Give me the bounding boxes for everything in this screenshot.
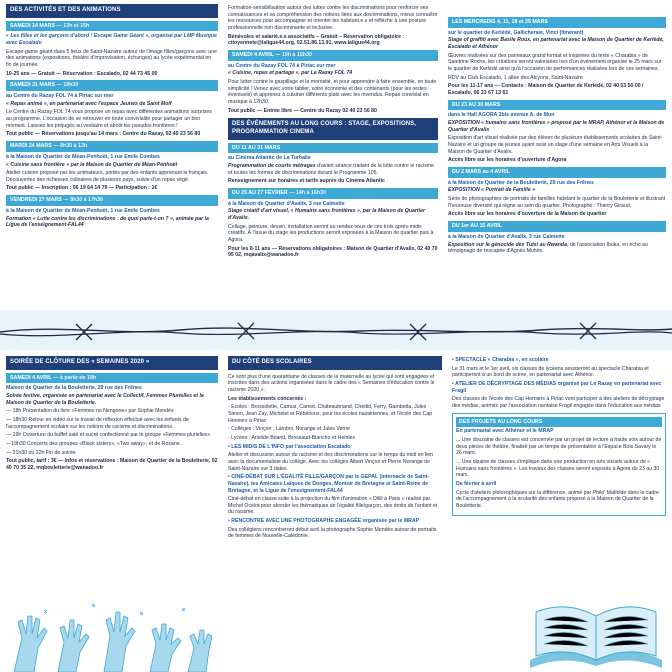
- event-text: Exposition sur le génocide des Tutsi au Rwanda, de l'association Ibuka, en écho au témoignage de rescapée d'Agnès Muhire.: [448, 241, 648, 255]
- date-bar: DU 11 AU 31 MARS: [228, 143, 438, 154]
- section-header-long-events: DES ÉVÉNEMENTS AU LONG COURS : STAGE, EXPOSITIONS, PROGRAMMATION CINEMA: [228, 118, 438, 139]
- event-title: Stage créatif d'art visuel, « Humains sans frontières », par la Maison de Quartier d'Avalix.: [228, 208, 425, 222]
- event-text: Escape-game géant dans 5 lieux de Saint-Nazaire autour de l'image filles/garçons avec une des animations (expositions, théâtre d'improvisation, échanges) au lycée expérimental en fin de journée.: [6, 48, 217, 69]
- event-info: Renseignement sur horaires et tarifs auprès du Cinéma Atlantic: [228, 178, 385, 185]
- event-text: Pour lutter contre le gaspillage et la morosité, et pour apprendre à faire ensemble, en toute simplicité ! Venez avec votre tablier, votre économie et des contenants (pour les restes éventuels) et apprenez à cuisiner différents plats avec les invendus. Repas convivial en musique à 12h30.: [228, 79, 437, 105]
- event-info: 10-25 ans — Gratuit — Réservation : Escalado, 02 44 73 45 00: [6, 70, 158, 77]
- event-info: Accès libre sur les horaires d'ouverture de la Maison de quartier: [448, 211, 607, 218]
- event-text: Série de photographies de portraits de familles habitant le quartier de la Bouletterie et illustrant l'heureuse diversité qui règne au sein du quartier. Photographe : Thierry Giraud.: [448, 196, 666, 209]
- event-text: Collage, peinture, dessin, installation seront au rendez-vous de ces trois après-midis créatifs. À l'issue du stage les productions seront exposées à la Maison de quartier puis à Agora.: [228, 223, 434, 244]
- event-info: Tout public — Entrée libre — Centre du Razay 02 40 23 56 80: [228, 107, 377, 114]
- event-place: à la Maison de Quartier de Méan-Penhoët, 1 rue Emile Combes: [6, 153, 160, 160]
- section-header-schools: DU CÔTÉ DES SCOLAIRES: [228, 356, 442, 370]
- barbed-wire-icon: [0, 310, 672, 350]
- action-text: Ciné-débat en classe suite à la projection du film d'animation « Dilili à Paris » réalisé par Michel Ocelot pour aborder les thématiques de l'égalité fille/garçon, des droits de l'enfant et du racisme.: [228, 496, 438, 516]
- date-bar: SAMEDI 14 MARS — 13h et 15h: [6, 21, 218, 32]
- column-events: [228, 4, 438, 261]
- event-place: à la Maison de Quartier d'Avalix, 3 rue Calmette: [448, 233, 565, 240]
- date-bar: LES MERCREDIS 4, 11, 18 et 25 MARS: [448, 17, 666, 28]
- event-title: « Cuisine, repas et partage », par Le Razay FOL 74: [228, 70, 353, 77]
- program-line: — 21h30 ou 22h Fin de soirée: [6, 449, 76, 456]
- schools-list: - Collèges : Vinçon , Lamboi, Norange et Jules Verne: [228, 426, 350, 433]
- program-line: — 18h30 Retour en vidéo sur le travail de réflexion effectué avec les enfants de l'accompagnement scolaire sur les notions de racisme et discriminations.: [6, 417, 189, 430]
- event-info: Tout public — Réservations jusqu'au 14 mars : Centre du Razay, 02 40 23 56 80: [6, 131, 201, 138]
- column-schools: [228, 356, 442, 542]
- action-title: • LES MIDIS DE L'INFO par l'association Escalado: [228, 443, 351, 450]
- date-bar: DU 23 AU 30 MARS: [448, 100, 666, 111]
- event-info: Pour les 11-17 ans — Contacts : Maison de Quartier de Kerlédé, 02 40 53 50 00 / Escalado, 06 23 67 13 61: [448, 83, 644, 97]
- event-title: « Les filles et les garçons d'abord ! Escape Game Géant », organisé par LMP Musique avec Escalado: [6, 33, 217, 47]
- date-bar: DU 25 AU 27 FÉVRIER — 14h à 16h30: [228, 188, 438, 199]
- event-text: Programmation de courts métrages d'avant séance traitant de la lutte contre le racisme et toutes les formes de discriminations durant le Programme 105.: [228, 163, 435, 176]
- event-place: à la Maison de Quartier d'Avalix, 3 rue Calmette: [228, 200, 345, 207]
- training-intro: Formation-sensibilisation autour des luttes contre les discriminations pour renforcer ses connaissances et sa compréhension des notions liées aux discriminations, mieux connaître les ressources pour accompagner et orienter les habitant.e.s et réfléchir à une posture professionnelle non discriminante et inclusive.: [228, 5, 438, 31]
- project-text: Cycle d'ateliers philosophiques sur la différence, animé par Philo' Mathilde dans le cadre de l'accompagnement à la scolarité des enfants proposé à la Maison de Quartier de la Bouletterie.: [456, 489, 659, 509]
- event-title: « Repas animé », en partenariat avec l'espace Jeunes de Saint Molf: [6, 100, 172, 107]
- program-line: — 19h Ouverture du buffet salé et sucré confectionné par le groupe «Femmes plurielles»: [6, 432, 211, 439]
- event-title: Stage of graffiti avec Basile Roux, en partenariat avec la Maison de Quartier de Kerlédé, Escalado et Athénor: [448, 37, 664, 51]
- event-text: Exposition d'art visuel réalisée par des élèves de plusieurs établissements scolaires de Saint-Nazaire et un groupe de jeunes ayant suivi un stage d'une semaine en Arts Visuels à la Maison de Quartier d'Avalix.: [448, 135, 663, 155]
- action-title: • RENCONTRE AVEC UNE PHOTOGRAPHE ENGAGÉE organisée par le MRAP: [228, 518, 420, 525]
- raised-hands-illustration: [0, 598, 212, 672]
- project-text: ... Une dizaine de classes s'implique dans une production en arts visuels autour de « Humains sans frontières ». Les travaux des classes seront exposés à Agora du 23 au 30 mars.: [456, 458, 660, 479]
- column-activities: [6, 4, 218, 231]
- column-school-projects: [452, 356, 666, 516]
- event-title: EXPOSITION « humains sans frontières » proposé par le MRAP, Athénor et la Maison de Quartier d'Avalix: [448, 120, 665, 133]
- event-place: sur le quartier de Kerlédé, Gallicheraie, Vinci (itinérant): [448, 29, 584, 36]
- action-text: Des collégiens rencontreront début avril la photographe Sophie Mendès autour de portraits de femmes de Nouvelle-Calédonie.: [228, 526, 437, 540]
- project-subtitle: De février à avril: [456, 480, 497, 487]
- event-info: Pour les 8-11 ans — Réservations obligatoires : Maison de Quartier d'Avalix, 02 40 70 95 02, mqavalix@wanadoo.fr: [228, 245, 438, 259]
- long-projects-box: [452, 413, 666, 516]
- schools-title: Les établissements concernés :: [228, 395, 307, 402]
- event-extra: RDV au Club Escalado, 1 allée des Alcyons, Saint-Nazaire: [448, 74, 583, 81]
- date-bar: MARDI 24 MARS — 9h30 à 13h: [6, 141, 218, 152]
- date-bar: SAMEDI 4 AVRIL — 10h à 15h30: [228, 50, 438, 61]
- date-bar: DU 2 MARS au 4 AVRIL: [448, 167, 666, 178]
- program-line: —19h30 Concerts des groupes «Black sisters», «Two away», et de Roxane.: [6, 441, 182, 448]
- event-info: Tout public, tarif : 3€ — Infos et réservations : Maison de Quartier de la Bouletterie, 02 40 70 35 22, mqbouletterie@wanadoo.fr: [6, 458, 218, 471]
- schools-list: - Lycées : Aristide Briand, Brossaud-Blancho et Heinlex: [228, 434, 355, 441]
- long-projects-title: DES PROJETS AU LONG COURS: [456, 417, 662, 428]
- action-title: • SPECTACLE « Charabia », en scolaire: [452, 357, 549, 363]
- schools-list: - Écoles : Brossolette, Camus, Carnot, Chateaubriand, Chédid, Ferry, Gambetta, Jules Simon, Jean Zay, Michelet et Rébérioux, pour les écoles nazairiennes, et l'école des Cap Horniers à Piriac: [228, 404, 433, 424]
- action-text: Le 31 mars et le 1er avril, six classes de lycéens assisteront au spectacle Charabia et participeront à un bord de scène, en partenariat avec Athénor.: [452, 365, 649, 379]
- section-header-activities: DES ACTIVITÉS ET DES ANIMATIONS: [6, 4, 218, 18]
- event-title: « Cuisine sans frontière » par la Maison de Quartier de Méan-Penhoët: [6, 161, 178, 168]
- section-header-closing: SOIRÉE DE CLÔTURE DES « SEMAINES 2020 »: [6, 356, 218, 370]
- column-exhibitions: [448, 14, 666, 257]
- event-place: à la Maison de Quartier de Méan-Penhoët, 1 rue Emile Combes: [6, 207, 160, 214]
- event-title: Formation « Lutte contre les discriminations : de quoi parle-t-on ? », animée par la Ligue de l'enseignement-FAL44: [6, 215, 209, 229]
- event-place: dans le Hall AGORA 2bis avenue A. de Mun: [448, 112, 555, 119]
- project-text: ... Une douzaine de classes est concernée par un projet de lecture à haute voix autour de deux pièces de théâtre, finalisé par un temps de présentation à l'Espace Bois Savary le 26 mars.: [456, 437, 662, 457]
- event-text: Le Centre du Razay FOL 74 vous propose un repas avec différentes animations surprises au programme. L'occasion de se retrouver en toute convivialité pour partager un bon moment. Laissez les préjugés au vestiaire et abolir les pseudos frontières !: [6, 109, 212, 129]
- schools-intro: Ce sont plus d'une quarantaine de classes de la maternelle au lycée qui sont engagées et inscrites dans des actions organisées dans le cadre des « Semaines d'éducation contre le racisme 2020 ».: [228, 373, 435, 393]
- event-info: Accès libre sur les horaires d'ouverture d'Agora: [448, 157, 567, 164]
- training-info: Bénévoles et salarié.e.s associatifs – Gratuit – Réservation obligatoire : citoyennete@laligue44.org, 02.51.86.13.91, www.laligue44.org: [228, 33, 405, 47]
- action-text: Des classes de l'école des Cap Horniers à Piriac vont participer à des ateliers de décryptage des médias, animés par l'association nantaise Fragil engagée dans l'éducation aux médias: [452, 396, 665, 409]
- event-place: Maison de Quartier de la Bouletterie, 29 rue des Frênes: [6, 385, 142, 392]
- column-closing: [6, 356, 218, 474]
- action-title: • CINÉ-DÉBAT SUR L'ÉGALITÉ FILLE/GARÇON par le GEPAL (internacle de Saint-Nazaire), les Amicales Laïques de Donges, Montoir de Bretagne et Saint-Reine de Bretagne, et la Ligue de l'enseignement-FAL44: [228, 474, 430, 494]
- event-text: Œuvres réalisées sur des panneaux grand format et inspirées du texte « Charabia » de Sandrine Roche, les créations seront valorisées lors d'un événement organisé le 25 mars sur le quartier de Kerlédé ainsi qu'à l'occasion de performances réalisées lors de ces semaines.: [448, 52, 662, 73]
- project-subtitle: En partenariat avec Athénor et le MRAP: [456, 428, 554, 435]
- event-place: au Centre du Razay FOL 74 à Piriac sur mer: [228, 62, 336, 69]
- action-title: • ATELIER DE DÉCRYPTAGE DES MÉDIAS organisé par Le Razay en partenariat avec Fragil: [452, 380, 662, 394]
- event-text: Atelier cuisine proposé par les animateurs, portés par des enfants apprenant le français. Découvertez des richesses culinaires de plusieurs pays, suivie d'un repas végé.: [6, 170, 209, 183]
- date-bar: SAMEDI 4 AVRIL — à partir de 18h: [6, 373, 218, 384]
- date-bar: DU 1er AU 15 AVRIL: [448, 221, 666, 232]
- event-place: au Centre du Razay FOL 74 à Piriac sur mer: [6, 93, 114, 100]
- event-place: à la Maison de Quartier de la Bouletterie, 29 rue des Frênes: [448, 179, 594, 186]
- program-line: — 18h Présentation du livre «Femmes no Nengone» par Sophie Mendès: [6, 408, 174, 415]
- event-place: au Cinéma Atlantic de La Turballe: [228, 155, 311, 162]
- date-bar: VENDREDI 27 MARS — 9h30 à 17h30: [6, 195, 218, 206]
- action-text: Atelier et discussion autour du racisme et des discriminations sur le temps du midi en lien avec la documentaliste du collège. Avec les collèges Albert Vinçon et Pierre Norange de Saint-Nazaire sur 3 dates: [228, 452, 433, 472]
- event-title: Soirée festive, organisée en partenariat avec le Collectif, Femmes Plurielles et la Maison de Quartier de la Bouletterie.: [6, 393, 204, 406]
- event-info: Tout public — Inscription : 06 19 64 14 79 — Participation : 1€: [6, 185, 158, 192]
- date-bar: SAMEDI 21 MARS — 18h30: [6, 80, 218, 91]
- open-book-illustration: [520, 590, 672, 672]
- event-title: EXPOSITION « Portrait de Famille »: [448, 187, 536, 194]
